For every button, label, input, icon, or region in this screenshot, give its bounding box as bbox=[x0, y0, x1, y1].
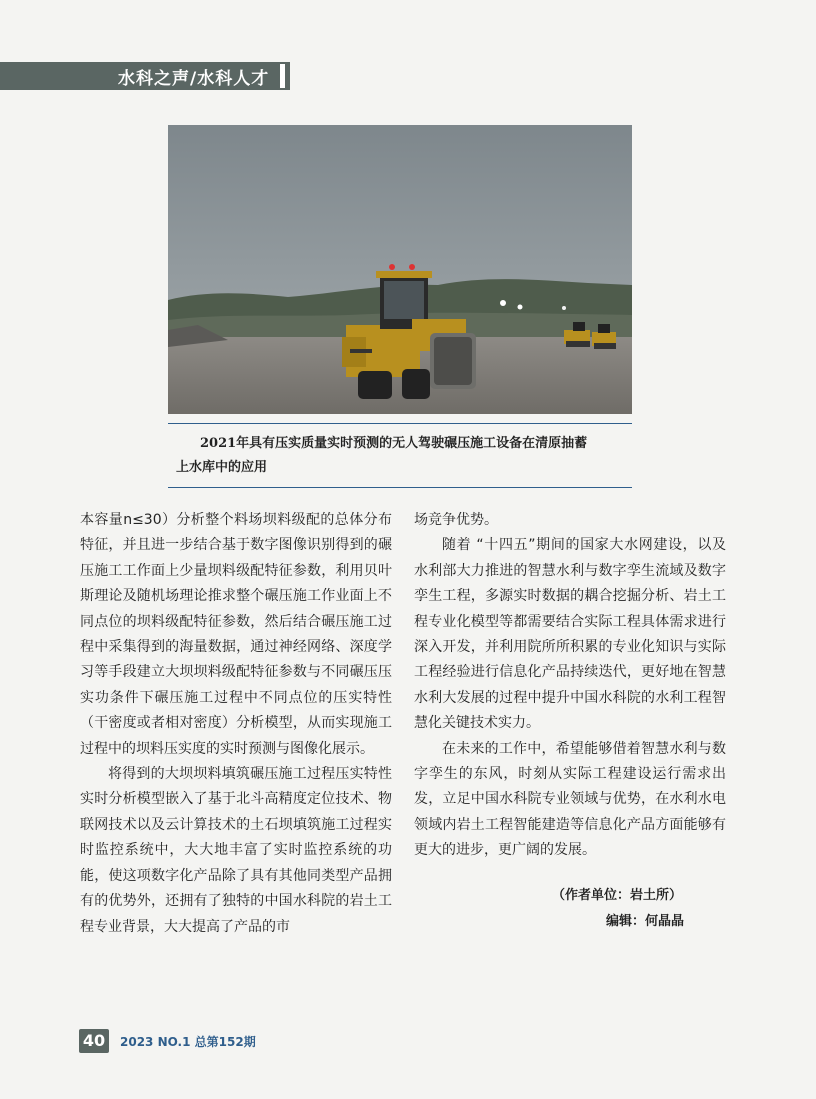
issue-label: 2023 NO.1 总第152期 bbox=[120, 1035, 256, 1049]
page-number: 40 bbox=[79, 1029, 109, 1053]
caption-line-1: 2021年具有压实质量实时预测的无人驾驶碾压施工设备在清原抽蓄 bbox=[200, 436, 588, 451]
author-unit: （作者单位：岩土所） bbox=[552, 888, 683, 903]
section-header-tick bbox=[280, 64, 285, 88]
caption-line-2: 上水库中的应用 bbox=[176, 460, 268, 475]
caption-bottom-rule bbox=[168, 487, 632, 488]
right-column bbox=[414, 508, 726, 864]
left-column bbox=[80, 508, 392, 940]
figure-caption bbox=[176, 432, 628, 480]
right-paragraph-2: 随着 “十四五”期间的国家大水网建设，以及水利部大力推进的智慧水利与数字孪生流域及数字孪生工程，多源实时数据的耦合挖掘分析、岩土工程专业化模型等都需要结合实际工程具体需求进行深入开发，并利用院所所积累的专业化知识与实际工程经验进行信息化产品持续迭代，更好地在智慧水利大发展的过程中提升中国水科院的水利工程智慧化关键技术实力。 bbox=[414, 537, 726, 732]
right-paragraph-1: 场竞争优势。 bbox=[414, 512, 498, 528]
section-title: 水科之声/水科人才 bbox=[118, 69, 270, 89]
roller-compactor-photo bbox=[168, 125, 632, 414]
editor-credit: 编辑：何晶晶 bbox=[606, 914, 685, 929]
caption-top-rule bbox=[168, 423, 632, 424]
right-paragraph-3: 在未来的工作中，希望能够借着智慧水利与数字孪生的东风，时刻从实际工程建设运行需求出发，立足中国水科院专业领域与优势，在水利水电领域内岩土工程智能建造等信息化产品方面能够有更大的进步，更广阔的发展。 bbox=[414, 740, 726, 859]
left-paragraph-2: 将得到的大坝坝料填筑碾压施工过程压实特性实时分析模型嵌入了基于北斗高精度定位技术、物联网技术以及云计算技术的土石坝填筑施工过程实时监控系统中，大大地丰富了实时监控系统的功能，使这项数字化产品除了具有其他同类型产品拥有的优势外，还拥有了独特的中国水科院的岩土工程专业背景，大大提高了产品的市 bbox=[80, 766, 392, 935]
photo-roller-compactor bbox=[168, 125, 632, 414]
left-paragraph-1: 本容量n≤30）分析整个料场坝料级配的总体分布特征，并且进一步结合基于数字图像识别得到的碾压施工工作面上少量坝料级配特征参数，利用贝叶斯理论及随机场理论推求整个碾压施工作业面上不同点位的坝料级配特征参数，然后结合碾压施工过程中采集得到的海量数据，通过神经网络、深度学习等手段建立大坝坝料级配特征参数与不同碾压压实功条件下碾压施工过程中不同点位的压实特性（干密度或者相对密度）分析模型，从而实现施工过程中的坝料压实度的实时预测与图像化展示。 bbox=[80, 512, 392, 757]
